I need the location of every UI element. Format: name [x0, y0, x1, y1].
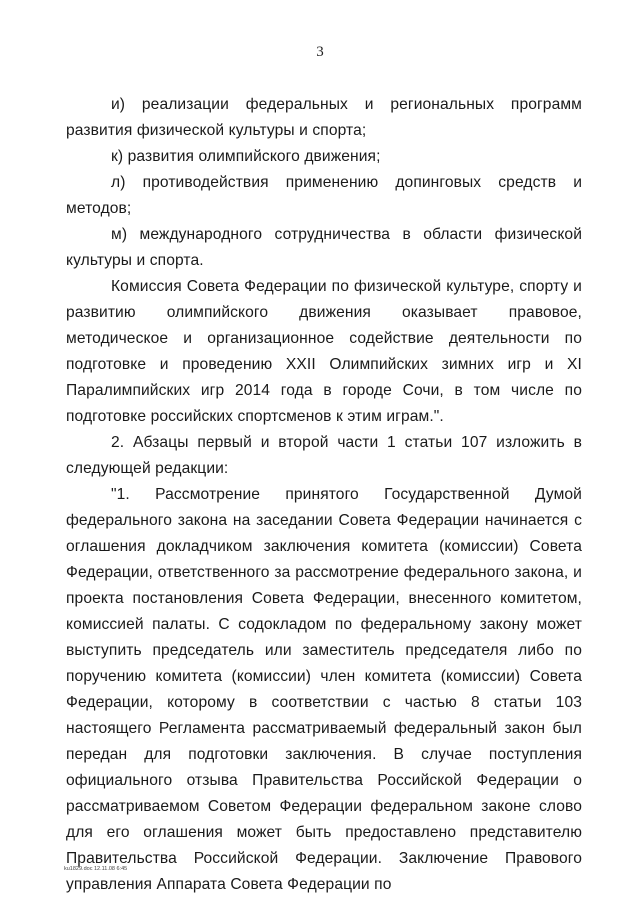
- document-body: [66, 92, 582, 898]
- footer-file-code: ku1829.doc 12.11.08 6:45: [64, 866, 128, 872]
- paragraph-item-m: м) международного сотрудничества в области физической культуры и спорта.: [66, 226, 582, 269]
- paragraph-item-i: и) реализации федеральных и региональных программ развития физической культуры и спорта;: [66, 96, 582, 139]
- paragraph-article-107-part-1: "1. Рассмотрение принятого Государственной Думой федерального закона на заседании Совета Федерации начинается с оглашения докладчиком заключения комитета (комиссии) Совета Федерации, ответственного за рассмотрение федерального закона, и проекта постановления Совета Федерации, внесенного комитетом, комиссией палаты. С содокладом по федеральному закону может выступить председатель или заместитель председателя либо по поручению комитета (комиссии) член комитета (комиссии) Совета Федерации, которому в соответствии с частью 8 статьи 103 настоящего Регламента рассматриваемый федеральный закон был передан для подготовки заключения. В случае поступления официального отзыва Правительства Российской Федерации о рассматриваемом Советом Федерации федеральном законе слово для его оглашения может быть предоставлено представителю Правительства Российской Федерации. Заключение Правового управления Аппарата Совета Федерации по: [66, 486, 582, 893]
- paragraph-amendment-2: 2. Абзацы первый и второй части 1 статьи 107 изложить в следующей редакции:: [66, 434, 582, 477]
- paragraph-item-l: л) противодействия применению допинговых средств и методов;: [66, 174, 582, 217]
- paragraph-item-k: к) развития олимпийского движения;: [111, 148, 381, 165]
- paragraph-commission: Комиссия Совета Федерации по физической культуре, спорту и развитию олимпийского движения оказывает правовое, методическое и организационное содействие деятельности по подготовке и проведению XXII Олимпийских зимних игр и XI Паралимпийских игр 2014 года в городе Сочи, в том числе по подготовке российских спортсменов к этим играм.".: [66, 278, 582, 425]
- page-number: 3: [316, 44, 324, 60]
